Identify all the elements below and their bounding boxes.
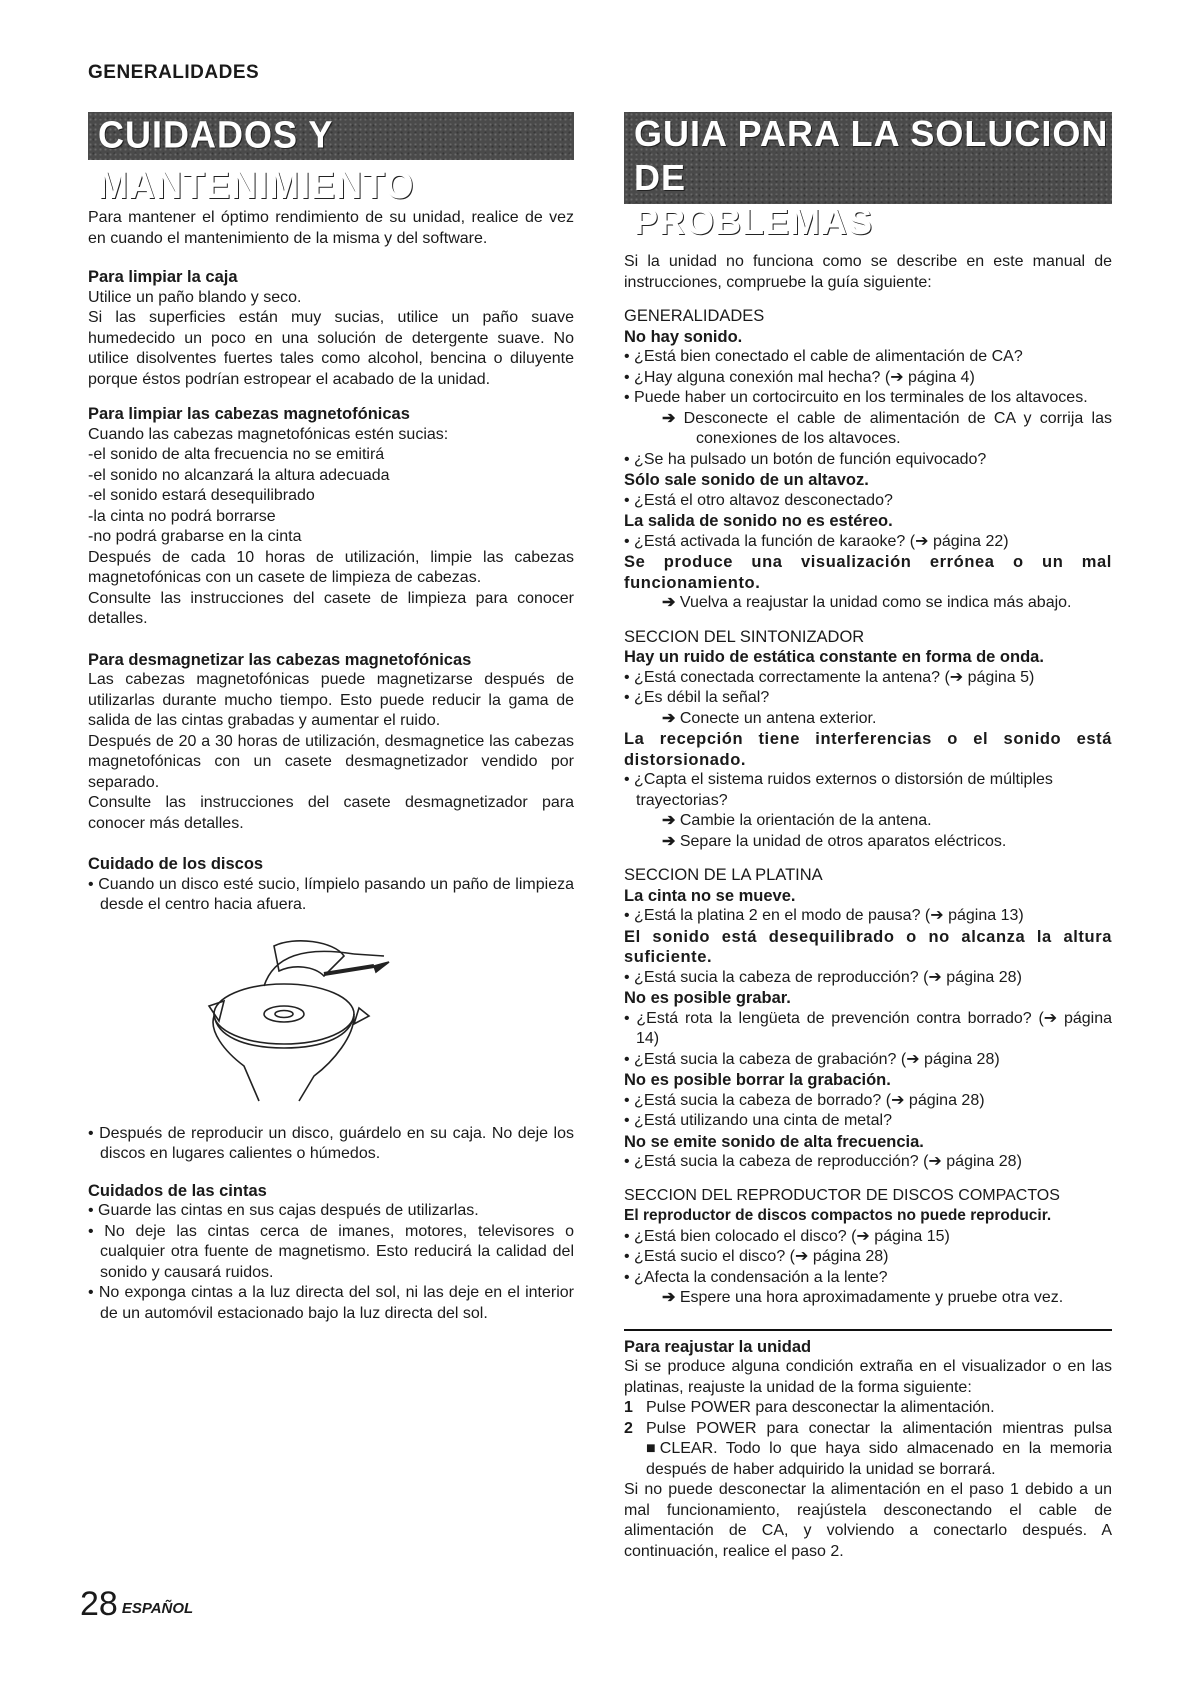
- problem-heading: No es posible borrar la grabación.: [624, 1071, 891, 1089]
- paragraph: Después de 20 a 30 horas de utilización, desmagnetice las cabezas magnetofónicas con un casete desmagnetizador vendido por separado.: [88, 732, 574, 791]
- list-item: -el sonido de alta frecuencia no se emitirá: [88, 446, 385, 463]
- paragraph: Después de cada 10 horas de utilización, limpie las cabezas magnetofónicas con un casete de limpieza de cabezas.: [88, 548, 574, 586]
- reset-section: [624, 1329, 1112, 1563]
- list-item: • ¿Capta el sistema ruidos externos o distorsión de múltiples trayectorias?: [624, 770, 1112, 811]
- paragraph: Utilice un paño blando y seco.: [88, 288, 302, 306]
- problem-heading: No se emite sonido de alta frecuencia.: [624, 1132, 924, 1151]
- list-item: • Guarde las cintas en sus cajas después de utilizarlas.: [88, 1201, 574, 1222]
- paragraph: Cuando las cabezas magnetofónicas estén sucias:: [88, 425, 449, 443]
- heading-limpiar-cabezas: Para limpiar las cabezas magnetofónicas: [88, 405, 410, 423]
- heading-platina: SECCION DE LA PLATINA: [624, 866, 823, 884]
- problem-heading: La recepción tiene interferencias o el sonido está distorsionado.: [624, 730, 1112, 769]
- list-item: • ¿Está sucio el disco? (➔ página 28): [624, 1247, 1112, 1268]
- heading-reajustar: Para reajustar la unidad: [624, 1337, 812, 1356]
- left-column: [88, 208, 574, 1324]
- step-number: 2: [624, 1419, 633, 1437]
- list-item: • ¿Está sucia la cabeza de borrado? (➔ página 28): [624, 1091, 1112, 1112]
- list-item: • ¿Se ha pulsado un botón de función equivocado?: [624, 450, 1112, 471]
- list-item: • ¿Está sucia la cabeza de reproducción? (➔ página 28): [624, 968, 1112, 989]
- paragraph: Las cabezas magnetofónicas puede magnetizarse después de utilizarlas durante mucho tiempo. Esto puede reducir la gama de salida de las cintas grabadas y aumentar el ruido.: [88, 671, 574, 729]
- problem-heading: No es posible grabar.: [624, 989, 791, 1007]
- right-column: [624, 252, 1112, 1562]
- problem-heading: Hay un ruido de estática constante en forma de onda.: [624, 648, 1044, 666]
- language-label: ESPAÑOL: [121, 1600, 194, 1617]
- problem-heading: La cinta no se mueve.: [624, 886, 796, 905]
- heading-sintonizador: SECCION DEL SINTONIZADOR: [624, 627, 865, 646]
- paragraph: Si las superficies están muy sucias, utilice un paño suave humedecido un poco en una solución de detergente suave. No utilice disolventes fuertes tales como alcohol, bencina o diluyente porque éstos podrían estropear el acabado de la unidad.: [88, 309, 574, 388]
- list-item: -el sonido no alcanzará la altura adecuada: [88, 466, 390, 484]
- paragraph: Si no puede desconectar la alimentación en el paso 1 debido a un mal funcionamiento, reajústela desconectando el cable de alimentación de CA, y volviendo a conectarlo después. A continuación, realice el paso 2.: [624, 1481, 1112, 1560]
- problem-heading: El reproductor de discos compactos no puede reproducir.: [624, 1207, 1052, 1224]
- page-number: 28: [80, 1585, 118, 1623]
- list-item: • ¿Está conectada correctamente la antena? (➔ página 5): [624, 668, 1112, 689]
- remedy-item: ➔ Vuelva a reajustar la unidad como se indica más abajo.: [624, 593, 1112, 614]
- problem-heading: Se produce una visualización errónea o un mal funcionamiento.: [624, 553, 1112, 592]
- banner-solucion-line2: PROBLEMAS: [634, 201, 874, 242]
- heading-limpiar-caja: Para limpiar la caja: [88, 268, 238, 286]
- section-title: GENERALIDADES: [88, 62, 260, 83]
- heading-generalidades: GENERALIDADES: [624, 307, 765, 325]
- banner-solucion-line1: GUIA PARA LA SOLUCION DE: [634, 113, 1109, 198]
- list-item: -el sonido estará desequilibrado: [88, 487, 315, 504]
- intro-text: Si la unidad no funciona como se describe en este manual de instrucciones, compruebe la guía siguiente:: [624, 253, 1112, 291]
- heading-desmagnetizar: Para desmagnetizar las cabezas magnetofónicas: [88, 650, 472, 669]
- problem-heading: El sonido está desequilibrado o no alcanza la altura suficiente.: [624, 927, 1112, 966]
- page-footer: [80, 1585, 193, 1624]
- list-item: • ¿Afecta la condensación a la lente?: [624, 1268, 1112, 1289]
- step-item: [624, 1398, 1112, 1419]
- disc-cleaning-illustration: [204, 936, 404, 1106]
- list-item: • ¿Está rota la lengüeta de prevención contra borrado? (➔ página 14): [624, 1009, 1112, 1050]
- banner-solucion: [624, 112, 1112, 242]
- remedy-item: ➔ Separe la unidad de otros aparatos eléctricos.: [624, 832, 1112, 853]
- list-item: • Puede haber un cortocircuito en los terminales de los altavoces.: [624, 388, 1112, 409]
- step-item: [624, 1419, 1112, 1481]
- intro-text: Para mantener el óptimo rendimiento de su unidad, realice de vez en cuando el mantenimiento de la misma y del software.: [88, 209, 574, 247]
- list-item: • ¿Está sucia la cabeza de grabación? (➔ página 28): [624, 1050, 1112, 1071]
- step-text: Pulse POWER para conectar la alimentación mientras pulsa ■CLEAR. Todo lo que haya sido almacenado en la memoria después de haber adquirido la unidad se borrará.: [646, 1419, 1112, 1478]
- list-item: -no podrá grabarse en la cinta: [88, 528, 302, 545]
- remedy-item: ➔ Conecte un antena exterior.: [624, 709, 1112, 730]
- heading-cintas: Cuidados de las cintas: [88, 1181, 267, 1200]
- list-item: • ¿Está la platina 2 en el modo de pausa? (➔ página 13): [624, 906, 1112, 927]
- remedy-item: ➔ Desconecte el cable de alimentación de CA y corrija las conexiones de los altavoces.: [624, 409, 1112, 450]
- list-item: • ¿Está activada la función de karaoke? (➔ página 22): [624, 532, 1112, 553]
- paragraph: Consulte las instrucciones del casete desmagnetizador para conocer más detalles.: [88, 794, 574, 832]
- heading-discos: Cuidado de los discos: [88, 855, 264, 873]
- step-number: 1: [624, 1399, 633, 1416]
- banner-cuidados-text: CUIDADOS Y MANTENIMIENTO: [98, 112, 415, 207]
- list-item: • ¿Está bien colocado el disco? (➔ página 15): [624, 1227, 1112, 1248]
- problem-heading: No hay sonido.: [624, 327, 743, 346]
- problem-heading: La salida de sonido no es estéreo.: [624, 512, 893, 530]
- list-item: • ¿Es débil la señal?: [624, 688, 1112, 709]
- paragraph: Consulte las instrucciones del casete de limpieza para conocer detalles.: [88, 589, 574, 627]
- paragraph: Si se produce alguna condición extraña en el visualizador o en las platinas, reajuste la unidad de la forma siguiente:: [624, 1358, 1112, 1396]
- remedy-item: ➔ Espere una hora aproximadamente y pruebe otra vez.: [624, 1288, 1112, 1309]
- list-item: • ¿Está el otro altavoz desconectado?: [624, 491, 1112, 512]
- list-item: • ¿Está bien conectado el cable de alimentación de CA?: [624, 347, 1112, 368]
- list-item: • No deje las cintas cerca de imanes, motores, televisores o cualquier otra fuente de magnetismo. Esto reducirá la calidad del sonido y causará ruidos.: [88, 1222, 574, 1284]
- problem-heading: Sólo sale sonido de un altavoz.: [624, 471, 869, 489]
- list-item: -la cinta no podrá borrarse: [88, 507, 276, 525]
- list-item: • Cuando un disco esté sucio, límpielo pasando un paño de limpieza desde el centro hacia afuera.: [88, 875, 574, 916]
- list-item: • ¿Hay alguna conexión mal hecha? (➔ página 4): [624, 368, 1112, 389]
- list-item: • No exponga cintas a la luz directa del sol, ni las deje en el interior de un automóvil estacionado bajo la luz directa del sol.: [88, 1283, 574, 1324]
- banner-cuidados: [88, 112, 574, 207]
- step-text: Pulse POWER para desconectar la alimentación.: [646, 1399, 995, 1416]
- remedy-item: ➔ Cambie la orientación de la antena.: [624, 811, 1112, 832]
- heading-cd: SECCION DEL REPRODUCTOR DE DISCOS COMPACTOS: [624, 1186, 1060, 1204]
- list-item: • Después de reproducir un disco, guárdelo en su caja. No deje los discos en lugares calientes o húmedos.: [88, 1124, 574, 1165]
- list-item: • ¿Está utilizando una cinta de metal?: [624, 1111, 1112, 1132]
- list-item: • ¿Está sucia la cabeza de reproducción? (➔ página 28): [624, 1152, 1112, 1173]
